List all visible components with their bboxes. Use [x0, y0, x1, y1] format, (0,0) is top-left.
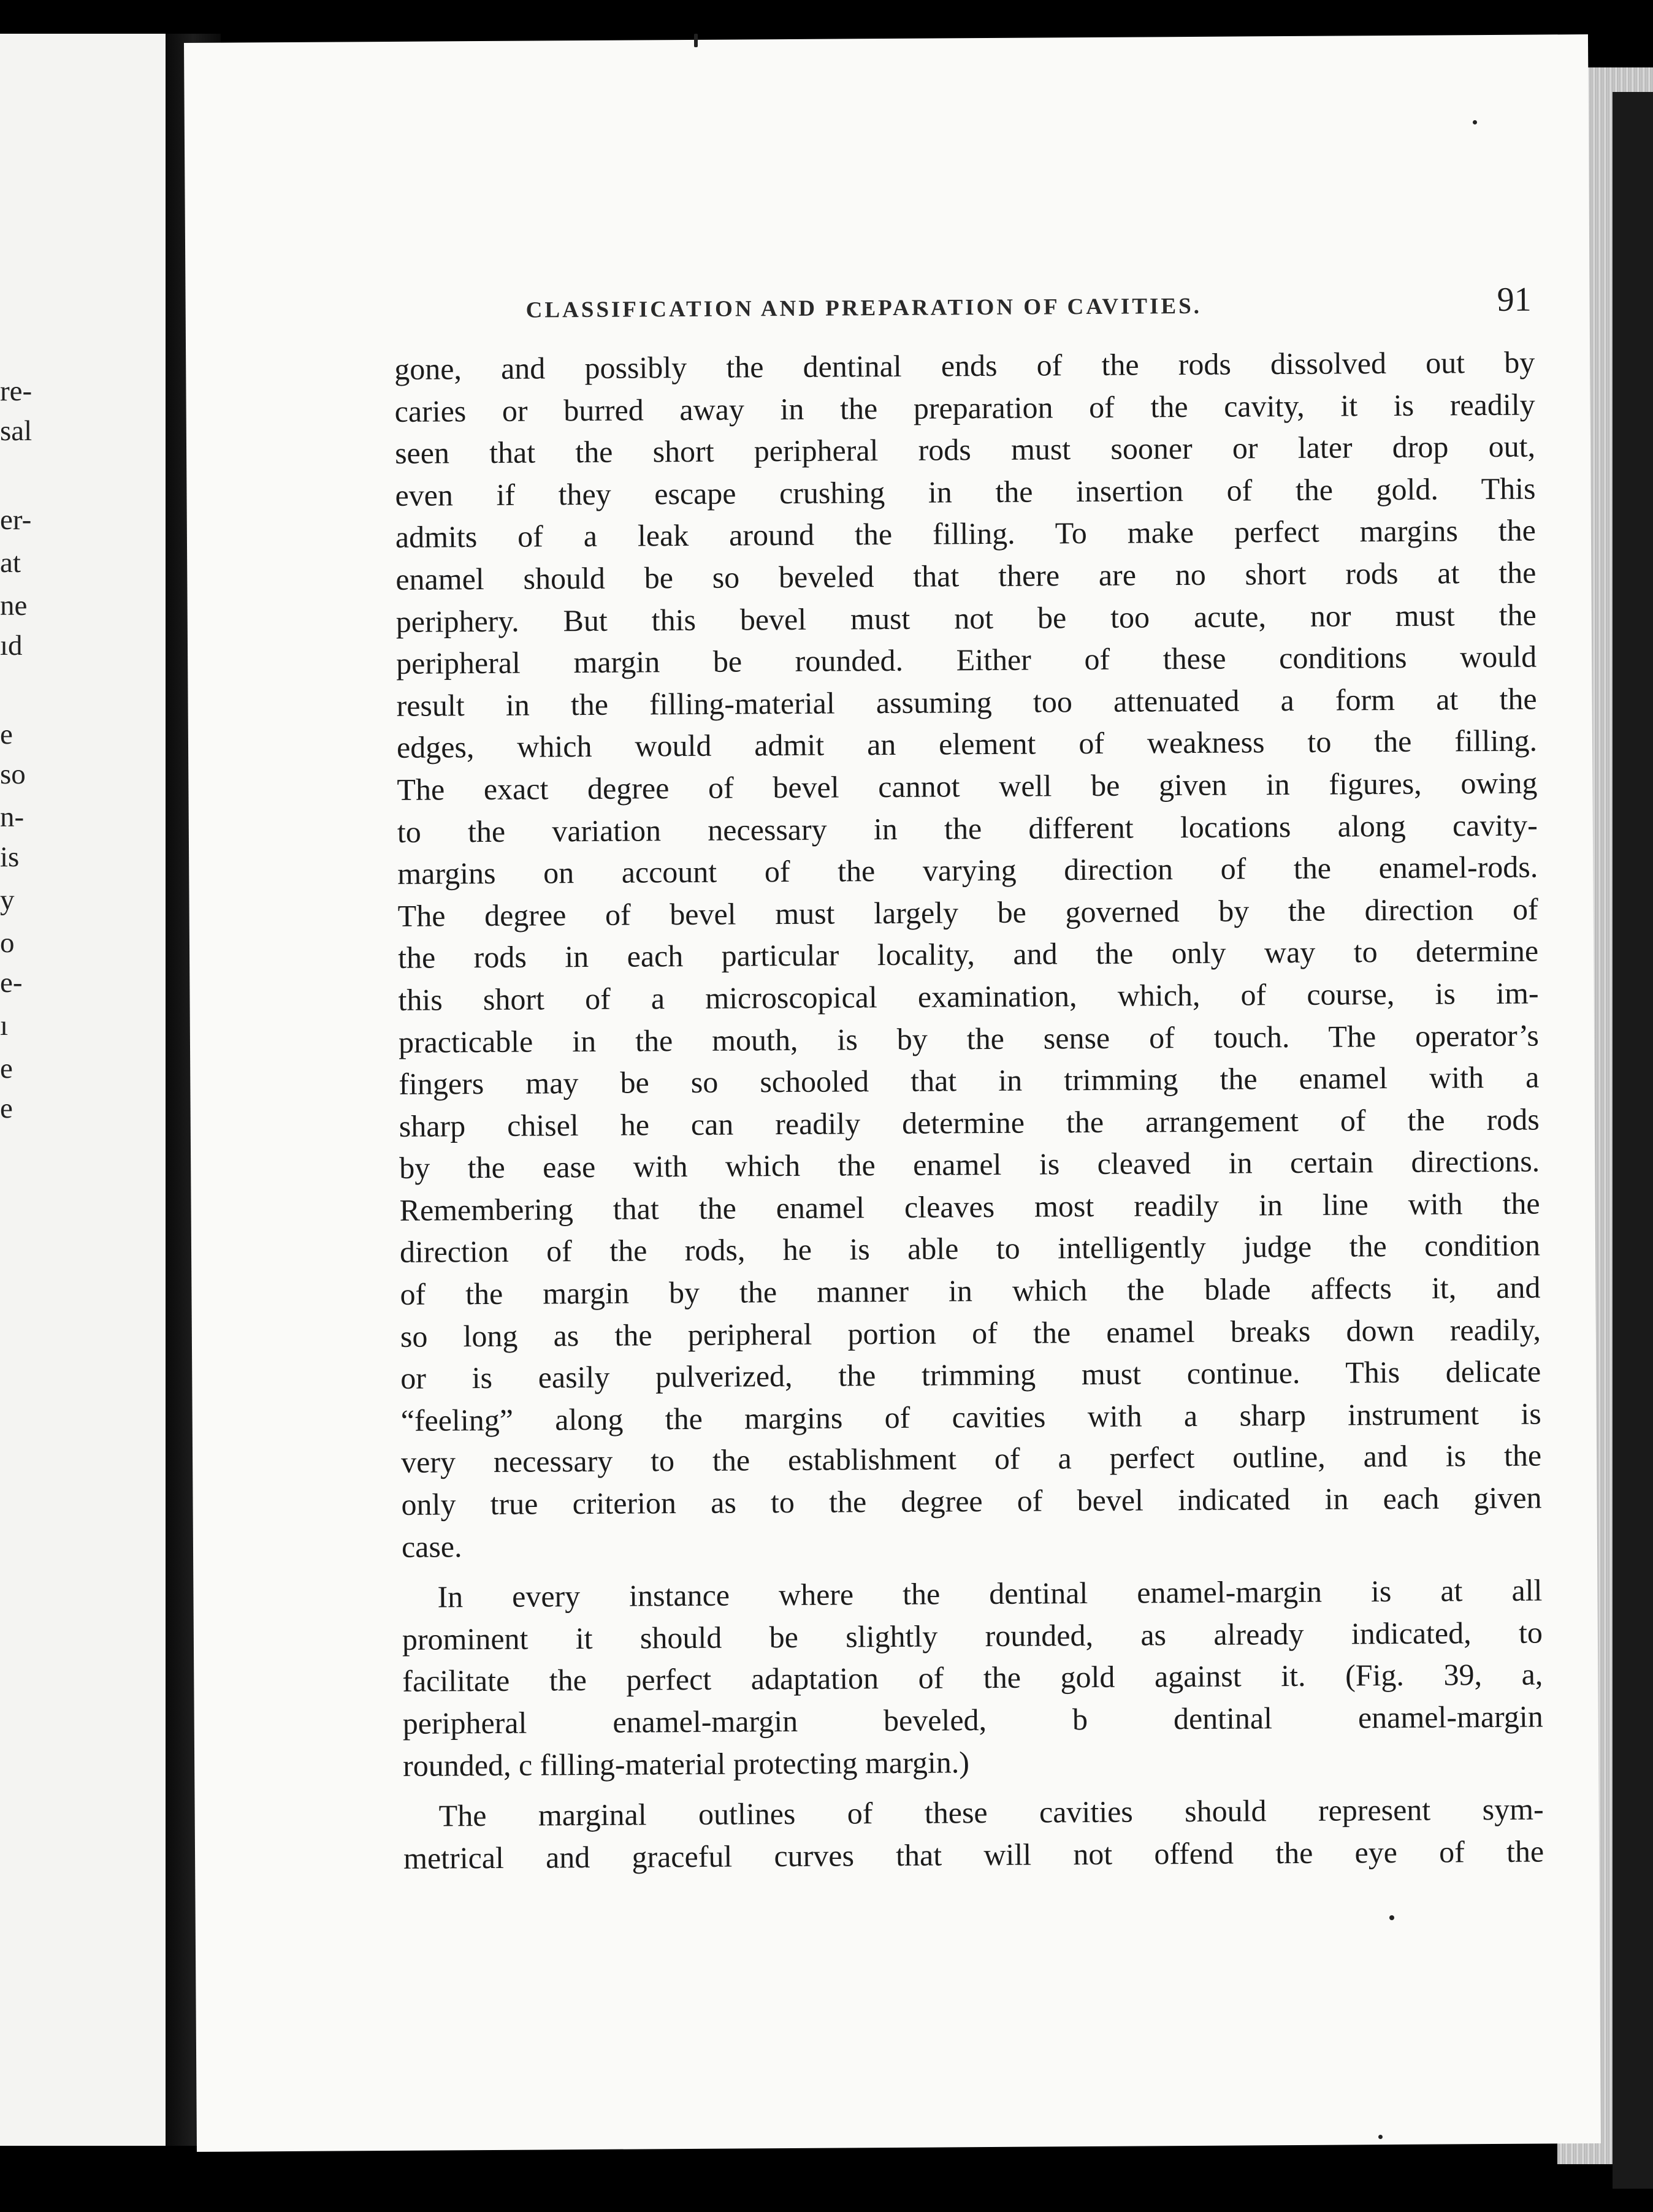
text-line: seen that the short peripheral rods must sooner or later drop out, — [394, 429, 1536, 471]
left-page-fragment: so — [0, 758, 26, 790]
text-line: rounded, c filling-material protecting margin.) — [402, 1744, 970, 1783]
text-line: peripheral enamel-margin beveled, b dentinal enamel-margin — [402, 1699, 1543, 1741]
body-text — [394, 341, 1544, 1880]
scan-speck — [694, 34, 698, 47]
text-line: gone, and possibly the dentinal ends of the rods dissolved out by — [394, 345, 1535, 386]
running-head: CLASSIFICATION AND PREPARATION OF CAVITIES. — [525, 293, 1202, 323]
text-line: so long as the peripheral portion of the enamel breaks down readily, — [400, 1312, 1541, 1354]
text-line: of the margin by the manner in which the blade affects it, and — [400, 1270, 1541, 1311]
book-page — [184, 34, 1601, 2152]
left-page-fragment: ne — [0, 590, 28, 622]
text-line: or is easily pulverized, the trimming must continue. This delicate — [400, 1354, 1541, 1396]
left-page-fragment: ı — [0, 1010, 9, 1042]
text-line: edges, which would admit an element of weakness to the filling. — [396, 723, 1538, 765]
text-line: fingers may be so schooled that in trimming the enamel with a — [399, 1059, 1540, 1101]
left-page-fragment: y — [0, 884, 15, 916]
text-line: periphery. But this bevel must not be too acute, nor must the — [395, 597, 1537, 639]
scan-speck — [1473, 120, 1477, 124]
text-line: by the ease with which the enamel is cleaved in certain directions. — [399, 1143, 1540, 1186]
page-header — [525, 280, 1531, 335]
text-line: metrical and graceful curves that will not offend the eye of the — [403, 1834, 1544, 1875]
text-line: admits of a leak around the filling. To make perfect margins the — [395, 513, 1537, 555]
left-page-fragment: re- — [0, 375, 32, 407]
left-page-fragment: is — [0, 841, 20, 873]
text-line: the rods in each particular locality, and the only way to determine — [397, 933, 1539, 975]
text-line: practicable in the mouth, is by the sense of touch. The operator’s — [398, 1018, 1540, 1059]
left-page-fragment: ıd — [0, 630, 23, 662]
page-edge-shadow — [1613, 92, 1653, 2189]
text-line: In every instance where the dentinal enamel-margin is at all — [437, 1573, 1543, 1614]
left-page-fragment: at — [0, 547, 21, 579]
text-line: The exact degree of bevel cannot well be given in figures, owing — [397, 765, 1538, 807]
text-line: facilitate the perfect adaptation of the gold against it. (Fig. 39, a, — [402, 1657, 1543, 1699]
text-line: to the variation necessary in the different locations along cavity- — [397, 807, 1538, 849]
text-line: margins on account of the varying direction of the enamel-rods. — [397, 849, 1538, 891]
text-line: even if they escape crushing in the insertion of the gold. This — [395, 471, 1536, 513]
page-number: 91 — [1497, 280, 1532, 319]
text-line: only true criterion as to the degree of bevel indicated in each given — [401, 1480, 1542, 1522]
text-line: The degree of bevel must largely be governed by the direction of — [397, 891, 1538, 933]
paragraph — [394, 341, 1542, 1568]
text-line: prominent it should be slightly rounded, as already indicated, to — [402, 1615, 1543, 1657]
left-page-fragment: er- — [0, 504, 32, 536]
text-line: “feeling” along the margins of cavities with a sharp instrument is — [400, 1396, 1541, 1438]
text-line: result in the filling-material assuming too attenuated a form at the — [396, 681, 1537, 723]
scan-speck — [1378, 2135, 1383, 2139]
text-line: this short of a microscopical examination, which, of course, is im- — [398, 975, 1539, 1017]
text-line: The marginal outlines of these cavities should represent sym- — [438, 1791, 1544, 1833]
left-page-fragment: e- — [0, 967, 23, 999]
paragraph — [403, 1788, 1544, 1880]
scan-speck — [1389, 1915, 1394, 1920]
left-page-fragment: e — [0, 1053, 13, 1085]
text-line: case. — [401, 1528, 462, 1564]
left-page-fragment: e — [0, 719, 13, 750]
left-page-fragment: n- — [0, 801, 25, 833]
left-page-fragment: e — [0, 1093, 13, 1124]
text-line: Remembering that the enamel cleaves most readily in line with the — [399, 1186, 1540, 1227]
left-page-fragment: sal — [0, 415, 32, 447]
text-line: very necessary to the establishment of a perfect outline, and is the — [400, 1438, 1542, 1480]
paragraph — [402, 1569, 1543, 1787]
left-page-fragment: o — [0, 927, 15, 959]
text-line: peripheral margin be rounded. Either of these conditions would — [396, 639, 1537, 681]
text-line: caries or burred away in the preparation of the cavity, it is readily — [394, 387, 1535, 429]
text-line: direction of the rods, he is able to intelligently judge the condition — [399, 1227, 1541, 1270]
text-line: sharp chisel he can readily determine the arrangement of the rods — [399, 1102, 1540, 1143]
text-line: enamel should be so beveled that there are no short rods at the — [395, 555, 1537, 597]
